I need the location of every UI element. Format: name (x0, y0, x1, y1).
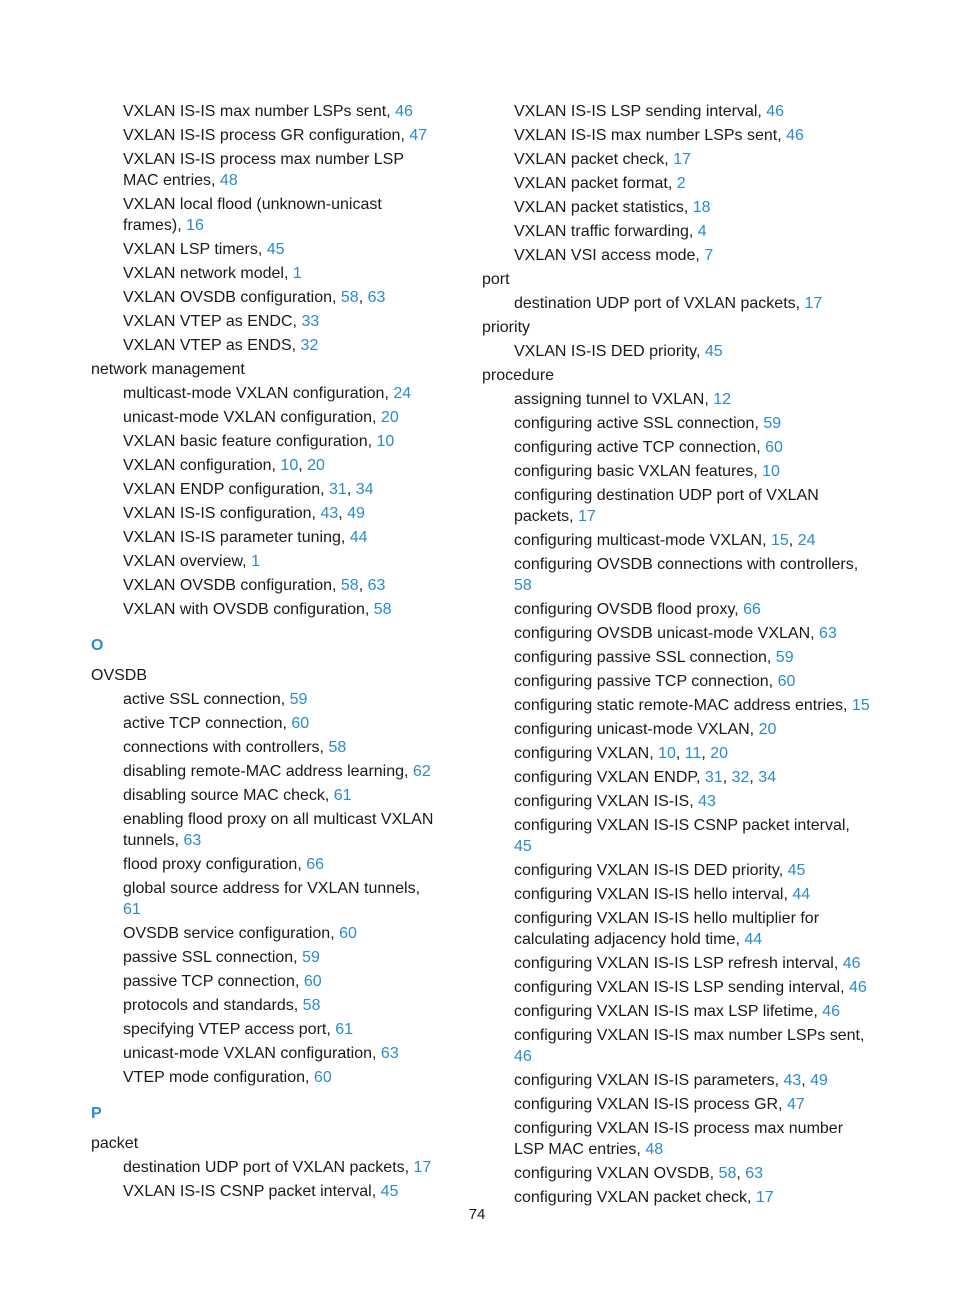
index-subterm (91, 428, 441, 452)
index-entry-text: assigning tunnel to VXLAN, (514, 391, 714, 408)
index-entry-text: active TCP connection, (123, 715, 292, 732)
page-ref-link[interactable]: 58 (718, 1165, 737, 1182)
page-ref-link[interactable]: 10 (658, 745, 676, 762)
index-entry-text: VXLAN local flood (unknown-unicast frames), (123, 196, 382, 234)
index-subterm (482, 1160, 872, 1184)
page-ref-link[interactable]: 61 (335, 1021, 354, 1038)
index-subterm (482, 857, 872, 881)
page-ref-link[interactable]: 58 (373, 601, 392, 618)
index-subterm (482, 881, 872, 905)
index-subterm (482, 194, 872, 218)
index-entry-text: VXLAN configuration, (123, 457, 281, 474)
index-term (91, 662, 441, 686)
index-subterm (91, 122, 441, 146)
page-ref-link[interactable]: 45 (787, 862, 806, 879)
index-subterm (91, 236, 441, 260)
index-subterm (482, 1091, 872, 1115)
index-subterm (91, 404, 441, 428)
index-entry-text: VXLAN packet check, (514, 151, 674, 168)
index-entry-text: procedure (482, 367, 555, 384)
index-entry-text: network management (91, 361, 245, 378)
page-ref-link[interactable]: 10 (280, 457, 299, 474)
page-ref-link[interactable]: 60 (291, 715, 310, 732)
index-entry-text: configuring VXLAN IS-IS max LSP lifetime, (514, 1003, 823, 1020)
index-entry-text: configuring VXLAN IS-IS max number LSPs sent, (514, 1027, 865, 1044)
index-subterm (91, 944, 441, 968)
index-entry-text: VXLAN IS-IS parameter tuning, (123, 529, 350, 546)
index-entry-text: VXLAN ENDP configuration, (123, 481, 330, 498)
page-ref-link[interactable]: 59 (775, 649, 794, 666)
index-entry-text: protocols and standards, (123, 997, 303, 1014)
page-ref-link[interactable]: 15 (771, 532, 789, 549)
page-ref-link[interactable]: 66 (743, 601, 761, 618)
index-subterm (91, 875, 441, 920)
index-entry-text: VXLAN packet statistics, (514, 199, 693, 216)
index-subterm (91, 548, 441, 572)
page-ref-link[interactable]: 32 (731, 769, 750, 786)
index-subterm (482, 122, 872, 146)
index-entry-text: configuring active SSL connection, (514, 415, 764, 432)
index-entry-text: OVSDB (91, 667, 148, 684)
page-ref-link[interactable]: 60 (303, 973, 322, 990)
index-column-left (91, 98, 441, 1202)
index-entry-text: configuring OVSDB connections with controllers, (514, 556, 859, 573)
ref-separator: , (722, 769, 732, 786)
index-term (482, 314, 872, 338)
page-ref-link[interactable]: 17 (804, 295, 823, 312)
index-entry-text: configuring VXLAN IS-IS hello multiplier for calculating adjacency hold time, (514, 910, 820, 948)
page-ref-link[interactable]: 16 (186, 217, 204, 234)
page-ref-link[interactable]: 58 (340, 289, 359, 306)
page-ref-link[interactable]: 20 (710, 745, 729, 762)
page-ref-link[interactable]: 44 (744, 931, 763, 948)
page-ref-link[interactable]: 46 (766, 103, 785, 120)
index-entry-text: VXLAN LSP timers, (123, 241, 267, 258)
index-subterm (91, 146, 441, 191)
index-subterm (91, 98, 441, 122)
index-entry-text: configuring VXLAN IS-IS hello interval, (514, 886, 793, 903)
ref-separator: , (749, 769, 759, 786)
index-subterm (91, 1016, 441, 1040)
page-ref-link[interactable]: 1 (292, 265, 302, 282)
ref-separator: , (736, 1165, 746, 1182)
page-ref-link[interactable]: 63 (380, 1045, 399, 1062)
index-subterm (482, 1184, 872, 1208)
index-entry-text: configuring unicast-mode VXLAN, (514, 721, 759, 738)
index-entry-text: VXLAN packet format, (514, 175, 677, 192)
index-term (91, 356, 441, 380)
index-entry-text: configuring VXLAN IS-IS parameters, (514, 1072, 784, 1089)
index-subterm (482, 812, 872, 857)
page-ref-link[interactable]: 18 (692, 199, 711, 216)
index-subterm (91, 284, 441, 308)
page-ref-link[interactable]: 61 (123, 901, 141, 918)
index-term (482, 266, 872, 290)
index-entry-text: connections with controllers, (123, 739, 329, 756)
page-ref-link[interactable]: 24 (393, 385, 412, 402)
page-ref-link[interactable]: 63 (183, 832, 202, 849)
page-ref-link[interactable]: 33 (301, 313, 320, 330)
index-subterm (91, 806, 441, 851)
index-subterm (482, 551, 872, 596)
index-subterm (91, 1154, 441, 1178)
index-entry-text: specifying VTEP access port, (123, 1021, 336, 1038)
index-entry-text: configuring passive TCP connection, (514, 673, 778, 690)
index-subterm (91, 758, 441, 782)
index-subterm (482, 596, 872, 620)
index-entry-text: enabling flood proxy on all multicast VXLAN tunnels, (123, 811, 434, 849)
page-ref-link[interactable]: 46 (514, 1048, 532, 1065)
page-ref-link[interactable]: 2 (676, 175, 686, 192)
ref-separator: , (801, 1072, 811, 1089)
page-ref-link[interactable]: 43 (320, 505, 339, 522)
index-subterm (91, 572, 441, 596)
page-ref-link[interactable]: 34 (758, 769, 777, 786)
page-ref-link[interactable]: 44 (792, 886, 811, 903)
index-subterm (482, 482, 872, 527)
index-entry-text: priority (482, 319, 531, 336)
index-subterm (482, 338, 872, 362)
page-ref-link[interactable]: 31 (704, 769, 723, 786)
index-entry-text: VXLAN with OVSDB configuration, (123, 601, 374, 618)
page-ref-link[interactable]: 7 (704, 247, 714, 264)
index-subterm (482, 974, 872, 998)
page-ref-link[interactable]: 31 (329, 481, 347, 498)
index-entry-text: configuring VXLAN IS-IS DED priority, (514, 862, 788, 879)
index-subterm (91, 920, 441, 944)
index-entry-text: configuring VXLAN IS-IS CSNP packet interval, (514, 817, 850, 834)
index-subterm (91, 452, 441, 476)
index-entry-text: configuring basic VXLAN features, (514, 463, 763, 480)
index-entry-text: configuring VXLAN, (514, 745, 659, 762)
index-subterm (91, 992, 441, 1016)
index-subterm (91, 968, 441, 992)
index-subterm (482, 218, 872, 242)
index-entry-text: VXLAN OVSDB configuration, (123, 289, 341, 306)
ref-separator: , (701, 745, 711, 762)
page-ref-link[interactable]: 48 (645, 1141, 664, 1158)
page-ref-link[interactable]: 60 (339, 925, 357, 942)
page-ref-link[interactable]: 20 (758, 721, 777, 738)
page-ref-link[interactable]: 45 (514, 838, 532, 855)
page-ref-link[interactable]: 63 (367, 289, 386, 306)
page-ref-link[interactable]: 62 (412, 763, 431, 780)
index-entry-text: configuring static remote-MAC address entries, (514, 697, 852, 714)
page-ref-link[interactable]: 20 (380, 409, 399, 426)
ref-separator: , (358, 289, 368, 306)
index-subterm (482, 1115, 872, 1160)
index-entry-text: configuring active TCP connection, (514, 439, 766, 456)
index-subterm (482, 692, 872, 716)
ref-separator: , (338, 505, 348, 522)
index-subterm (482, 998, 872, 1022)
page-ref-link[interactable]: 15 (851, 697, 870, 714)
ref-separator: , (298, 457, 308, 474)
page-ref-link[interactable]: 59 (302, 949, 320, 966)
page-ref-link[interactable]: 44 (349, 529, 368, 546)
index-entry-text: passive SSL connection, (123, 949, 303, 966)
page-ref-link[interactable]: 63 (367, 577, 386, 594)
page-ref-link[interactable]: 11 (684, 745, 702, 762)
index-subterm (91, 782, 441, 806)
index-entry-text: port (482, 271, 510, 288)
index-entry-text: unicast-mode VXLAN configuration, (123, 1045, 381, 1062)
index-subterm (482, 644, 872, 668)
page-ref-link[interactable]: 43 (698, 793, 716, 810)
page-ref-link[interactable]: 59 (763, 415, 782, 432)
index-subterm (91, 500, 441, 524)
page-ref-link[interactable]: 60 (765, 439, 783, 456)
index-subterm (482, 146, 872, 170)
page-ref-link[interactable]: 61 (333, 787, 352, 804)
page-ref-link[interactable]: 1 (251, 553, 260, 570)
index-subterm (91, 524, 441, 548)
page-ref-link[interactable]: 45 (704, 343, 723, 360)
index-entry-text: VXLAN IS-IS max number LSPs sent, (514, 127, 787, 144)
page-ref-link[interactable]: 60 (777, 673, 796, 690)
page-ref-link[interactable]: 60 (313, 1069, 332, 1086)
index-entry-text: VXLAN overview, (123, 553, 252, 570)
index-subterm (482, 386, 872, 410)
index-entry-text: disabling source MAC check, (123, 787, 334, 804)
index-entry-text: VXLAN IS-IS LSP sending interval, (514, 103, 767, 120)
index-entry-text: VTEP mode configuration, (123, 1069, 314, 1086)
index-subterm (91, 191, 441, 236)
index-subterm (482, 905, 872, 950)
index-letter-heading (91, 620, 441, 662)
index-entry-text: configuring VXLAN packet check, (514, 1189, 756, 1206)
page-ref-link[interactable]: 59 (289, 691, 308, 708)
page-ref-link[interactable]: 17 (413, 1159, 432, 1176)
index-subterm (91, 260, 441, 284)
index-entry-text: VXLAN IS-IS process GR configuration, (123, 127, 410, 144)
index-entry-text: configuring destination UDP port of VXLAN packets, (514, 487, 819, 525)
page-ref-link[interactable]: 45 (266, 241, 285, 258)
index-entry-text: passive TCP connection, (123, 973, 304, 990)
page-ref-link[interactable]: 32 (300, 337, 319, 354)
ref-separator: , (675, 745, 685, 762)
page-ref-link[interactable]: 46 (842, 955, 861, 972)
index-entry-text: VXLAN traffic forwarding, (514, 223, 698, 240)
page-ref-link[interactable]: 10 (762, 463, 780, 480)
index-entry-text: VXLAN network model, (123, 265, 293, 282)
index-letter-heading (91, 1088, 441, 1130)
page-ref-link[interactable]: 17 (755, 1189, 774, 1206)
index-entry-text: VXLAN IS-IS max number LSPs sent, (123, 103, 396, 120)
index-entry-text: configuring VXLAN IS-IS, (514, 793, 699, 810)
index-entry-text: configuring OVSDB flood proxy, (514, 601, 744, 618)
index-entry-text: VXLAN IS-IS process max number LSP MAC entries, (123, 151, 404, 189)
index-subterm (91, 332, 441, 356)
index-subterm (482, 242, 872, 266)
page-ref-link[interactable]: 63 (745, 1165, 764, 1182)
index-term (482, 362, 872, 386)
page-ref-link[interactable]: 43 (783, 1072, 802, 1089)
index-entry-text: flood proxy configuration, (123, 856, 307, 873)
index-subterm (482, 716, 872, 740)
index-subterm (482, 1022, 872, 1067)
page-ref-link[interactable]: 24 (797, 532, 816, 549)
page-ref-link[interactable]: 17 (578, 508, 596, 525)
page-ref-link[interactable]: 46 (786, 127, 804, 144)
index-entry-text: VXLAN VSI access mode, (514, 247, 705, 264)
index-entry-text: VXLAN IS-IS CSNP packet interval, (123, 1183, 381, 1200)
index-entry-text: disabling remote-MAC address learning, (123, 763, 413, 780)
index-subterm (91, 734, 441, 758)
index-entry-text: VXLAN IS-IS configuration, (123, 505, 321, 522)
page-ref-link[interactable]: 49 (347, 505, 365, 522)
page-ref-link[interactable]: 46 (822, 1003, 841, 1020)
page-number: 74 (468, 1206, 486, 1223)
index-entry-text: configuring VXLAN IS-IS process GR, (514, 1096, 787, 1113)
index-subterm (482, 527, 872, 551)
page-ref-link[interactable]: 58 (328, 739, 347, 756)
page-ref-link[interactable]: 46 (849, 979, 867, 996)
page-ref-link[interactable]: 49 (810, 1072, 828, 1089)
index-entry-text: configuring VXLAN IS-IS process max number LSP MAC entries, (514, 1120, 844, 1158)
index-entry-text: configuring OVSDB unicast-mode VXLAN, (514, 625, 820, 642)
index-subterm (91, 686, 441, 710)
index-subterm (482, 1067, 872, 1091)
page-ref-link[interactable]: 47 (787, 1096, 805, 1113)
page-ref-link[interactable]: 34 (355, 481, 374, 498)
page-ref-link[interactable]: 4 (697, 223, 707, 240)
page-ref-link[interactable]: 46 (395, 103, 413, 120)
index-entry-text: P (91, 1105, 102, 1122)
ref-separator: , (358, 577, 368, 594)
index-subterm (482, 458, 872, 482)
index-column-right (482, 98, 872, 1208)
index-entry-text: VXLAN basic feature configuration, (123, 433, 377, 450)
index-subterm (91, 1040, 441, 1064)
page-ref-link[interactable]: 10 (376, 433, 395, 450)
index-entry-text: destination UDP port of VXLAN packets, (514, 295, 805, 312)
ref-separator: , (346, 481, 356, 498)
page-ref-link[interactable]: 45 (380, 1183, 399, 1200)
index-subterm (91, 596, 441, 620)
index-subterm (91, 710, 441, 734)
index-subterm (482, 620, 872, 644)
index-entry-text: multicast-mode VXLAN configuration, (123, 385, 394, 402)
index-entry-text: OVSDB service configuration, (123, 925, 340, 942)
index-subterm (482, 98, 872, 122)
page-ref-link[interactable]: 17 (673, 151, 691, 168)
page-ref-link[interactable]: 12 (713, 391, 732, 408)
index-entry-text: VXLAN VTEP as ENDS, (123, 337, 301, 354)
index-subterm (482, 950, 872, 974)
index-entry-text: O (91, 637, 104, 654)
index-subterm (482, 290, 872, 314)
index-subterm (91, 1064, 441, 1088)
index-term (91, 1130, 441, 1154)
index-entry-text: global source address for VXLAN tunnels, (123, 880, 421, 897)
index-entry-text: configuring VXLAN ENDP, (514, 769, 705, 786)
index-subterm (482, 410, 872, 434)
page-ref-link[interactable]: 47 (409, 127, 428, 144)
index-subterm (482, 170, 872, 194)
index-entry-text: configuring VXLAN IS-IS LSP refresh interval, (514, 955, 843, 972)
index-entry-text: configuring multicast-mode VXLAN, (514, 532, 771, 549)
page-ref-link[interactable]: 20 (307, 457, 325, 474)
ref-separator: , (788, 532, 798, 549)
index-entry-text: packet (91, 1135, 139, 1152)
index-entry-text: active SSL connection, (123, 691, 290, 708)
page-ref-link[interactable]: 58 (514, 577, 532, 594)
index-subterm (91, 476, 441, 500)
index-entry-text: configuring VXLAN OVSDB, (514, 1165, 719, 1182)
index-subterm (482, 668, 872, 692)
index-subterm (482, 434, 872, 458)
index-entry-text: configuring passive SSL connection, (514, 649, 776, 666)
index-subterm (482, 740, 872, 764)
index-subterm (482, 764, 872, 788)
page-ref-link[interactable]: 63 (819, 625, 837, 642)
index-subterm (91, 380, 441, 404)
index-entry-text: VXLAN VTEP as ENDC, (123, 313, 302, 330)
page-ref-link[interactable]: 66 (306, 856, 325, 873)
index-subterm (91, 851, 441, 875)
index-entry-text: configuring VXLAN IS-IS LSP sending interval, (514, 979, 849, 996)
index-subterm (91, 1178, 441, 1202)
index-entry-text: destination UDP port of VXLAN packets, (123, 1159, 414, 1176)
index-entry-text: unicast-mode VXLAN configuration, (123, 409, 381, 426)
page-ref-link[interactable]: 58 (340, 577, 359, 594)
index-entry-text: VXLAN IS-IS DED priority, (514, 343, 705, 360)
page-ref-link[interactable]: 58 (302, 997, 321, 1014)
index-subterm (91, 308, 441, 332)
index-entry-text: VXLAN OVSDB configuration, (123, 577, 341, 594)
index-subterm (482, 788, 872, 812)
page-ref-link[interactable]: 48 (219, 172, 238, 189)
